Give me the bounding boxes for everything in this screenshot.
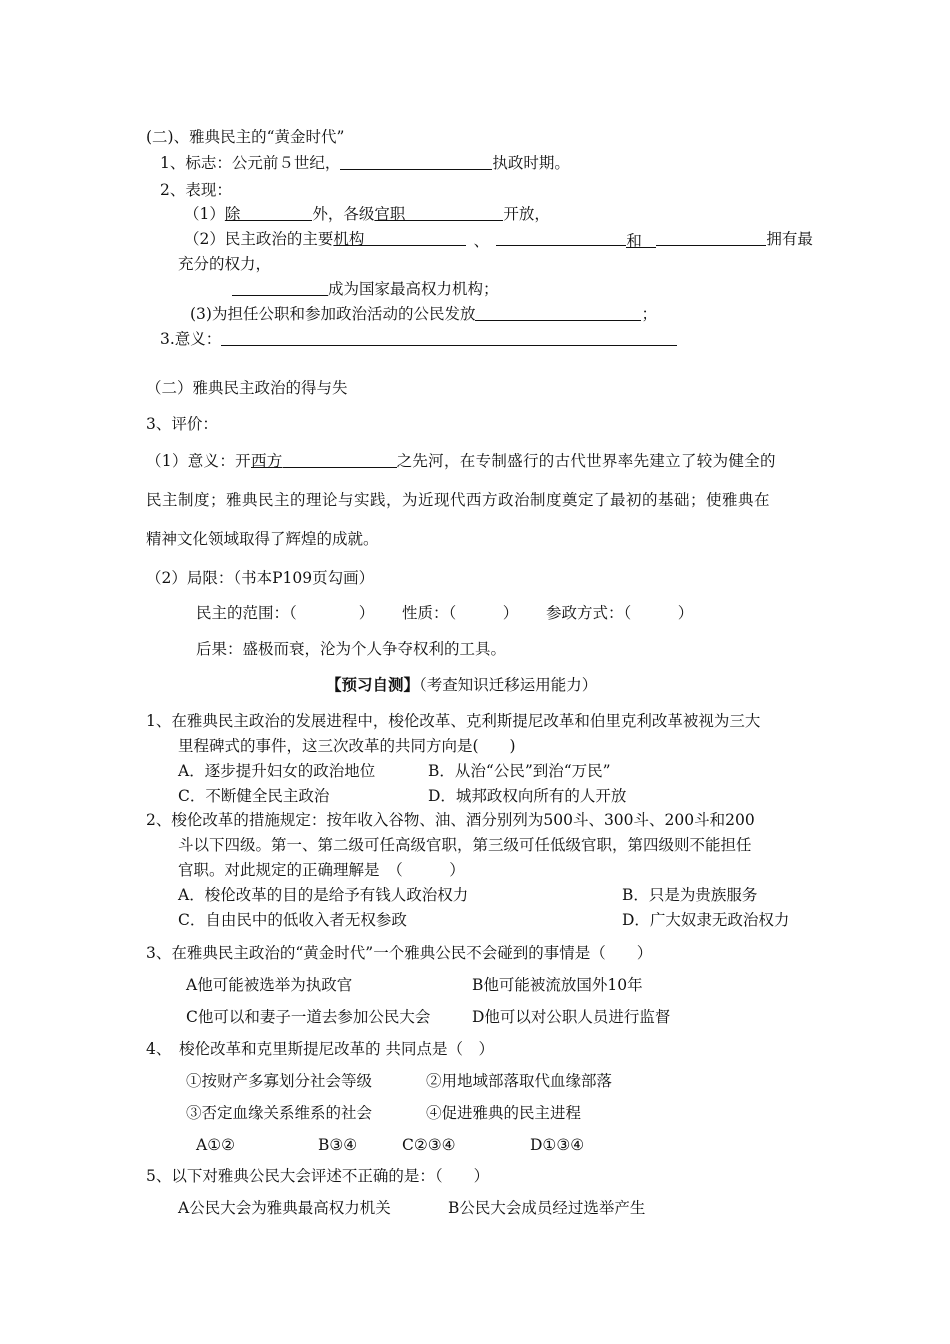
fill-blank [656,229,766,246]
perf-1-office: 官职 [374,205,406,223]
q2-line-3: 官职。对此规定的正确理解是 （ ） [178,861,465,879]
q4-line: 4、 梭伦改革和克里斯提尼改革的 共同点是（ ） [146,1040,495,1058]
line-meaning-3: 精神文化领域取得了辉煌的成就。 [146,530,379,548]
perf-1-except: 除 [224,205,241,223]
q2-option-b: B．只是为贵族服务 [622,886,758,904]
fill-blank [475,304,641,321]
perf-2-organ: 机构 [333,230,365,248]
q3-option-d: D他可以对公职人员进行监督 [472,1008,671,1026]
line-perf-3 [190,304,657,324]
perf-1-open: 开放， [503,205,550,223]
q5-option-b: B公民大会成员经过选举产生 [448,1199,646,1217]
limit-nature: 性质：（ ） [402,604,519,622]
q4-item-3: ③否定血缘关系维系的社会 [186,1104,373,1122]
section-heading-golden-age: (二)、雅典民主的“黄金时代” [146,128,345,146]
q3-option-c: C他可以和妻子一道去参加公民大会 [186,1008,431,1026]
perf-2-text: （2）民主政治的主要 [184,230,334,248]
highest-organ-text: 成为国家最高权力机构； [328,280,499,298]
line-evaluation: 3、评价： [146,415,218,433]
q4-item-1: ①按财产多寡划分社会等级 [186,1072,373,1090]
line-perf-2-cont: 充分的权力， [178,255,272,273]
fill-blank [283,451,397,468]
q2-option-c: C．自由民中的低收入者无权参政 [178,911,407,929]
sign-label: 1、标志：公元前５世纪， [160,154,341,172]
line-perf-1 [184,204,550,224]
meaning-west: 西方 [250,452,283,470]
meaning-label: （1）意义：开 [146,452,251,470]
q5-option-a: A公民大会为雅典最高权力机关 [178,1199,391,1217]
section-heading-gains-losses: （二）雅典民主政治的得与失 [146,379,348,397]
q4-option-b: B③④ [318,1136,358,1154]
q1-option-b: B．从治“公民”到治“万民” [428,762,611,780]
limit-result: 后果：盛极而衰，沦为个人争夺权利的工具。 [196,640,507,658]
self-test-heading [326,675,597,695]
q2-line-1: 2、梭伦改革的措施规定：按年收入谷物、油、酒分别列为500斗、300斗、200斗和200 [146,811,755,829]
q1-option-d: D．城邦政权向所有的人开放 [428,787,627,805]
q2-option-d: D．广大奴隶无政治权力 [622,911,790,929]
perf-1-number: （1） [184,205,225,223]
q3-option-a: A他可能被选举为执政官 [186,976,353,994]
self-test-title: 【预习自测】 [326,675,420,694]
fill-blank [405,204,503,221]
perf-1-text: 外，各级 [312,205,375,223]
line-sign [160,153,570,173]
line-perf-2 [184,229,813,249]
q1-line-1: 1、在雅典民主政治的发展进程中，梭伦改革、克利斯提尼改革和伯里克利改革被视为三大 [146,712,761,730]
perf-2-and: 和 [626,231,656,248]
line-meaning-1 [146,451,776,471]
perf-2-suffix: 拥有最 [766,230,813,248]
q2-option-a: A．梭伦改革的目的是给予有钱人政治权力 [178,886,469,904]
meaning-text: 之先河，在专制盛行的古代世界率先建立了较为健全的 [396,452,776,470]
line-limitations: （2）局限：（书本P109页勾画） [146,569,375,587]
fill-blank [221,329,677,346]
fill-blank [340,153,492,170]
fill-blank [240,204,312,221]
q3-line: 3、在雅典民主政治的“黄金时代”一个雅典公民不会碰到的事情是（ ） [146,944,653,962]
fill-blank [496,229,626,246]
perf-2-comma: 、 [473,232,490,250]
line-performance: 2、表现： [160,181,232,199]
q5-line: 5、以下对雅典公民大会评述不正确的是：（ ） [146,1167,490,1185]
q4-option-c: C②③④ [402,1136,456,1154]
perf-3-suffix: ； [641,305,657,323]
limit-method: 参政方式：（ ） [546,604,694,622]
q1-option-c: C．不断健全民主政治 [178,787,330,805]
fill-blank [232,279,328,296]
q3-option-b: B他可能被流放国外10年 [472,976,643,994]
q1-line-2: 里程碑式的事件，这三次改革的共同方向是( ) [178,737,516,755]
sign-suffix: 执政时期。 [492,154,570,172]
q4-option-a: A①② [196,1136,235,1154]
q4-item-2: ②用地域部落取代血缘部落 [426,1072,613,1090]
self-test-subtitle: （考查知识迁移运用能力） [419,676,598,694]
fill-blank [364,229,466,246]
line-perf-2-highest [232,279,499,299]
q4-item-4: ④促进雅典的民主进程 [426,1104,582,1122]
perf-3-text: (3)为担任公职和参加政治活动的公民发放 [190,305,476,323]
significance-label: 3.意义： [160,330,222,348]
q1-option-a: A．逐步提升妇女的政治地位 [178,762,376,780]
q2-line-2: 斗以下四级。第一、第二级可任高级官职，第三级可任低级官职，第四级则不能担任 [178,836,752,854]
line-meaning-2: 民主制度；雅典民主的理论与实践，为近现代西方政治制度奠定了最初的基础；使雅典在 [146,491,771,509]
limit-scope: 民主的范围：（ ） [196,604,375,622]
q4-option-d: D①③④ [530,1136,585,1154]
line-significance [160,329,677,349]
